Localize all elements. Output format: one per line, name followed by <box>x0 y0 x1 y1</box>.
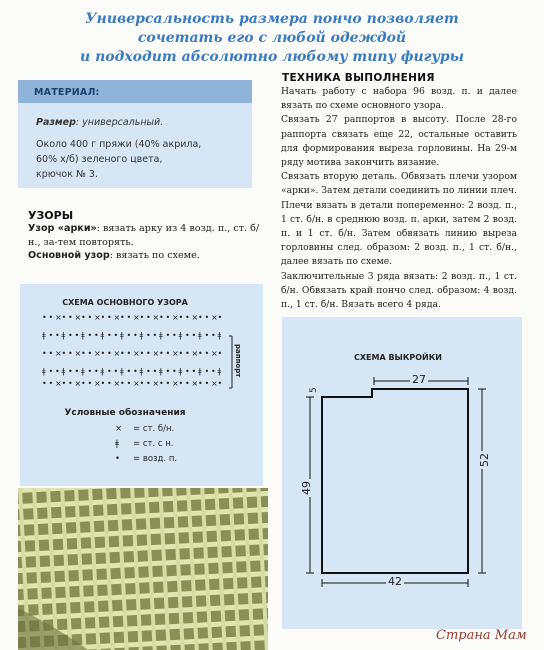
stitch-symbol: • <box>159 349 164 358</box>
stitch-symbol: • <box>133 367 138 376</box>
crochet-photo <box>18 488 268 650</box>
stitch-symbol: • <box>74 367 80 376</box>
stitch-symbol: • <box>107 379 112 388</box>
stitch-symbol: • <box>178 349 184 358</box>
stitch-symbol: × <box>172 379 179 388</box>
stitch-symbol: • <box>48 331 54 340</box>
stitch-symbol: • <box>42 379 47 388</box>
legend-item <box>115 422 177 437</box>
stitch-symbol: ǂ <box>139 331 144 340</box>
stitch-symbol: • <box>81 349 86 358</box>
dim-notch: 5 <box>309 387 319 393</box>
stitch-symbol: • <box>152 367 158 376</box>
stitch-symbol: • <box>217 349 223 358</box>
stitch-symbol: • <box>185 313 190 322</box>
stitch-symbol: × <box>133 379 140 388</box>
stitch-symbol: • <box>211 331 216 340</box>
stitch-symbol: • <box>107 313 112 322</box>
stitch-symbol: ǂ <box>217 331 222 340</box>
stitch-symbol: • <box>198 349 203 358</box>
stitch-symbol: × <box>191 379 199 388</box>
stitch-symbol: • <box>120 349 125 358</box>
stitch-symbol: • <box>204 349 210 358</box>
stitch-symbol: • <box>172 367 177 376</box>
stitch-symbol: × <box>94 313 101 322</box>
stitch-symbol: • <box>126 313 132 322</box>
stitch-symbol: • <box>139 313 145 322</box>
stitch-symbol: • <box>126 331 132 340</box>
stitch-symbol: × <box>152 313 160 322</box>
stitch-symbol: • <box>159 313 164 322</box>
arch-pattern <box>28 222 264 249</box>
stitch-symbol: ǂ <box>81 367 85 376</box>
stitch-symbol: • <box>146 379 151 388</box>
stitch-symbol: ǂ <box>178 367 183 376</box>
stitch-symbol: • <box>211 367 216 376</box>
stitch-symbol: × <box>211 313 218 322</box>
technique-text <box>281 85 517 312</box>
stitch-symbol: • <box>61 313 67 322</box>
watermark: Страна Мам <box>436 628 527 643</box>
stitch-symbol: • <box>185 331 190 340</box>
stitch-symbol: × <box>94 349 101 358</box>
stitch-symbol: × <box>133 313 140 322</box>
stitch-symbol: • <box>178 379 184 388</box>
legend-item <box>115 452 177 467</box>
scheme-title: СХЕМА ОСНОВНОГО УЗОРА <box>62 298 188 307</box>
material-title-band <box>18 80 252 103</box>
stitch-symbol: × <box>113 313 121 322</box>
stitch-symbol: × <box>74 313 82 322</box>
stitch-symbol: • <box>107 367 112 376</box>
stitch-symbol: × <box>191 349 199 358</box>
stitch-symbol: ǂ <box>217 367 222 376</box>
stitch-symbol: • <box>94 367 99 376</box>
stitch-symbol: ǂ <box>100 331 105 340</box>
crochet-mesh-image <box>18 488 268 650</box>
main-pattern <box>28 249 264 263</box>
stitch-symbol: ǂ <box>159 367 163 376</box>
stitch-symbol: ǂ <box>100 367 105 376</box>
stitch-symbol: ǂ <box>61 331 66 340</box>
stitch-symbol: ǂ <box>81 331 85 340</box>
stitch-symbol: • <box>113 367 119 376</box>
sewing-pattern-box <box>282 317 522 629</box>
stitch-symbol: × <box>55 349 62 358</box>
material-line-2: 60% х/б) зеленого цвета, <box>36 154 163 165</box>
legend-sym: × <box>115 424 123 434</box>
stitch-symbol: ǂ <box>61 367 66 376</box>
stitch-symbol: • <box>74 331 80 340</box>
stitch-symbol: • <box>191 367 197 376</box>
stitch-symbol: • <box>68 349 73 358</box>
stitch-symbol: ǂ <box>178 331 183 340</box>
stitch-symbol: × <box>211 349 218 358</box>
stitch-symbol: ǂ <box>198 331 202 340</box>
stitch-symbol: • <box>146 331 151 340</box>
main-text: : вязать по схеме. <box>109 250 200 261</box>
sewing-pattern-title: СХЕМА ВЫКРОЙКИ <box>354 353 442 362</box>
material-body <box>18 103 252 182</box>
legend-text: = возд. п. <box>133 454 178 464</box>
stitch-symbol: • <box>61 349 67 358</box>
material-box <box>18 80 252 188</box>
patterns-title: УЗОРЫ <box>28 209 74 222</box>
header-line-3: и подходит абсолютно любому типу фигуры <box>80 49 464 65</box>
stitch-symbol: • <box>42 349 47 358</box>
stitch-symbol: • <box>48 313 54 322</box>
technique-p2: Связать 27 раппортов в высоту. После 28-го раппорта связать еще 22, остальные оставить для формирования выреза горловины. На 29-м ряду мотива закончить вязание. <box>281 114 517 169</box>
stitch-symbol: • <box>204 367 210 376</box>
technique-p5: Заключительные 3 ряда вязать: 2 возд. п., 1 ст. б/н. Обвязать край пончо след. образом: 4 возд. п., 1 ст. б/н. Вязать всего 4 ряда. <box>281 270 517 311</box>
technique-title: ТЕХНИКА ВЫПОЛНЕНИЯ <box>282 72 435 84</box>
stitch-symbol: • <box>81 313 86 322</box>
stitch-symbol: × <box>94 379 101 388</box>
stitch-symbol: • <box>100 379 106 388</box>
stitch-symbol: × <box>152 379 160 388</box>
stitch-symbol: × <box>211 379 218 388</box>
stitch-symbol: • <box>139 349 145 358</box>
stitch-symbol: • <box>185 379 190 388</box>
stitch-symbol: • <box>146 313 151 322</box>
stitch-symbol: × <box>55 379 62 388</box>
stitch-symbol: • <box>165 367 171 376</box>
stitch-symbol: • <box>107 349 112 358</box>
stitch-symbol: • <box>100 349 106 358</box>
material-size-value: : универсальный. <box>75 117 164 128</box>
stitch-symbol: × <box>113 379 121 388</box>
stitch-symbol: ǂ <box>198 367 202 376</box>
stitch-symbol: • <box>126 367 132 376</box>
patterns-text <box>28 222 264 263</box>
stitch-symbol: • <box>120 379 125 388</box>
stitch-symbol: ǂ <box>120 367 124 376</box>
stitch-symbol: × <box>152 349 160 358</box>
stitch-symbol: • <box>87 349 93 358</box>
stitch-symbol: • <box>204 379 210 388</box>
stitch-symbol: ǂ <box>159 331 163 340</box>
legend-sym: ǂ <box>115 439 119 449</box>
stitch-symbol: • <box>159 379 164 388</box>
stitch-symbol: • <box>87 367 93 376</box>
stitch-chart <box>20 284 263 404</box>
material-size-label: Размер <box>36 117 76 128</box>
main-label: Основной узор <box>28 250 110 261</box>
stitch-symbol: • <box>198 379 203 388</box>
stitch-symbol: × <box>172 349 179 358</box>
pattern-outline <box>322 389 468 573</box>
legend <box>115 422 177 467</box>
material-line-1: Около 400 г пряжи (40% акрила, <box>36 139 202 150</box>
stitch-symbol: • <box>198 313 203 322</box>
stitch-symbol: • <box>55 331 60 340</box>
stitch-symbol: × <box>133 349 140 358</box>
stitch-symbol: × <box>55 313 62 322</box>
stitch-symbol: • <box>185 349 190 358</box>
stitch-symbol: × <box>172 313 179 322</box>
stitch-symbol: • <box>204 331 210 340</box>
stitch-symbol: • <box>48 367 54 376</box>
technique-p3: Связать вторую деталь. Обвязать плечи узором «арки». Затем детали соединить по линии плеч. <box>281 171 517 197</box>
stitch-symbol: • <box>217 313 223 322</box>
main-pattern-scheme <box>20 284 263 486</box>
stitch-symbol: • <box>146 367 151 376</box>
dim-bottom: 42 <box>388 575 402 588</box>
stitch-symbol: • <box>68 331 73 340</box>
stitch-symbol: • <box>68 379 73 388</box>
stitch-symbol: • <box>81 379 86 388</box>
stitch-symbol: • <box>165 379 171 388</box>
dim-top: 27 <box>412 373 426 386</box>
stitch-symbol: • <box>204 313 210 322</box>
stitch-symbol: • <box>185 367 190 376</box>
stitch-symbol: • <box>217 379 223 388</box>
stitch-symbol: • <box>139 379 145 388</box>
stitch-symbol: • <box>42 313 47 322</box>
stitch-symbol: • <box>126 349 132 358</box>
stitch-symbol: • <box>172 331 177 340</box>
stitch-symbol: × <box>113 349 121 358</box>
stitch-symbol: • <box>178 313 184 322</box>
dim-left: 49 <box>300 481 313 495</box>
stitch-symbol: • <box>68 313 73 322</box>
stitch-symbol: • <box>152 331 158 340</box>
stitch-symbol: • <box>120 313 125 322</box>
legend-title: Условные обозначения <box>64 408 186 418</box>
stitch-symbol: • <box>191 331 197 340</box>
legend-text: = ст. б/н. <box>133 424 175 434</box>
material-line-3: крючок № 3. <box>36 169 98 180</box>
header-line-1: Универсальность размера пончо позволяет <box>85 11 459 27</box>
stitch-symbol: • <box>68 367 73 376</box>
technique-p4: Плечи вязать в детали попеременно: 2 возд. п., 1 ст. б/н. в среднюю возд. п. арки, затем 2 возд. п. и 1 ст. б/н. Затем обвязать линию выреза горловины след. образом: 2 возд. п., 1 ст. б/н., далее вязать по схеме. <box>281 199 517 268</box>
legend-sym: • <box>115 454 121 464</box>
legend-item <box>115 437 177 452</box>
stitch-symbol: • <box>165 313 171 322</box>
page-header <box>0 0 544 66</box>
stitch-symbol: × <box>191 313 199 322</box>
stitch-symbol: ǂ <box>120 331 124 340</box>
header-line-2: сочетать его с любой одеждой <box>137 30 407 46</box>
dim-right: 52 <box>478 453 491 467</box>
stitch-symbol: • <box>107 331 112 340</box>
stitch-symbol: • <box>165 331 171 340</box>
arch-label: Узор «арки» <box>28 223 97 234</box>
stitch-symbol: • <box>61 379 67 388</box>
material-size <box>36 115 252 130</box>
stitch-symbol: • <box>48 379 54 388</box>
stitch-symbol: ǂ <box>42 367 46 376</box>
stitch-symbol: • <box>55 367 60 376</box>
stitch-symbol: • <box>87 331 93 340</box>
stitch-symbol: • <box>94 331 99 340</box>
stitch-symbol: • <box>146 349 151 358</box>
stitch-symbol: × <box>74 349 82 358</box>
material-title: МАТЕРИАЛ: <box>34 87 100 98</box>
rapport-label: раппорт <box>234 344 242 378</box>
stitch-symbol: • <box>87 313 93 322</box>
stitch-symbol: • <box>48 349 54 358</box>
arch-text: : вязать арку из 4 возд. п., ст. б/н., за-тем повторять. <box>28 223 260 248</box>
stitch-symbol: • <box>165 349 171 358</box>
stitch-symbol: • <box>87 379 93 388</box>
stitch-symbol: • <box>126 379 132 388</box>
legend-text: = ст. с н. <box>133 439 174 449</box>
stitch-symbol: ǂ <box>139 367 144 376</box>
technique-p1: Начать работу с набора 96 возд. п. и далее вязать по схеме основного узора. <box>281 86 517 112</box>
stitch-symbol: ǂ <box>42 331 46 340</box>
stitch-symbol: • <box>113 331 119 340</box>
stitch-symbol: • <box>133 331 138 340</box>
stitch-symbol: × <box>74 379 82 388</box>
stitch-symbol: • <box>100 313 106 322</box>
